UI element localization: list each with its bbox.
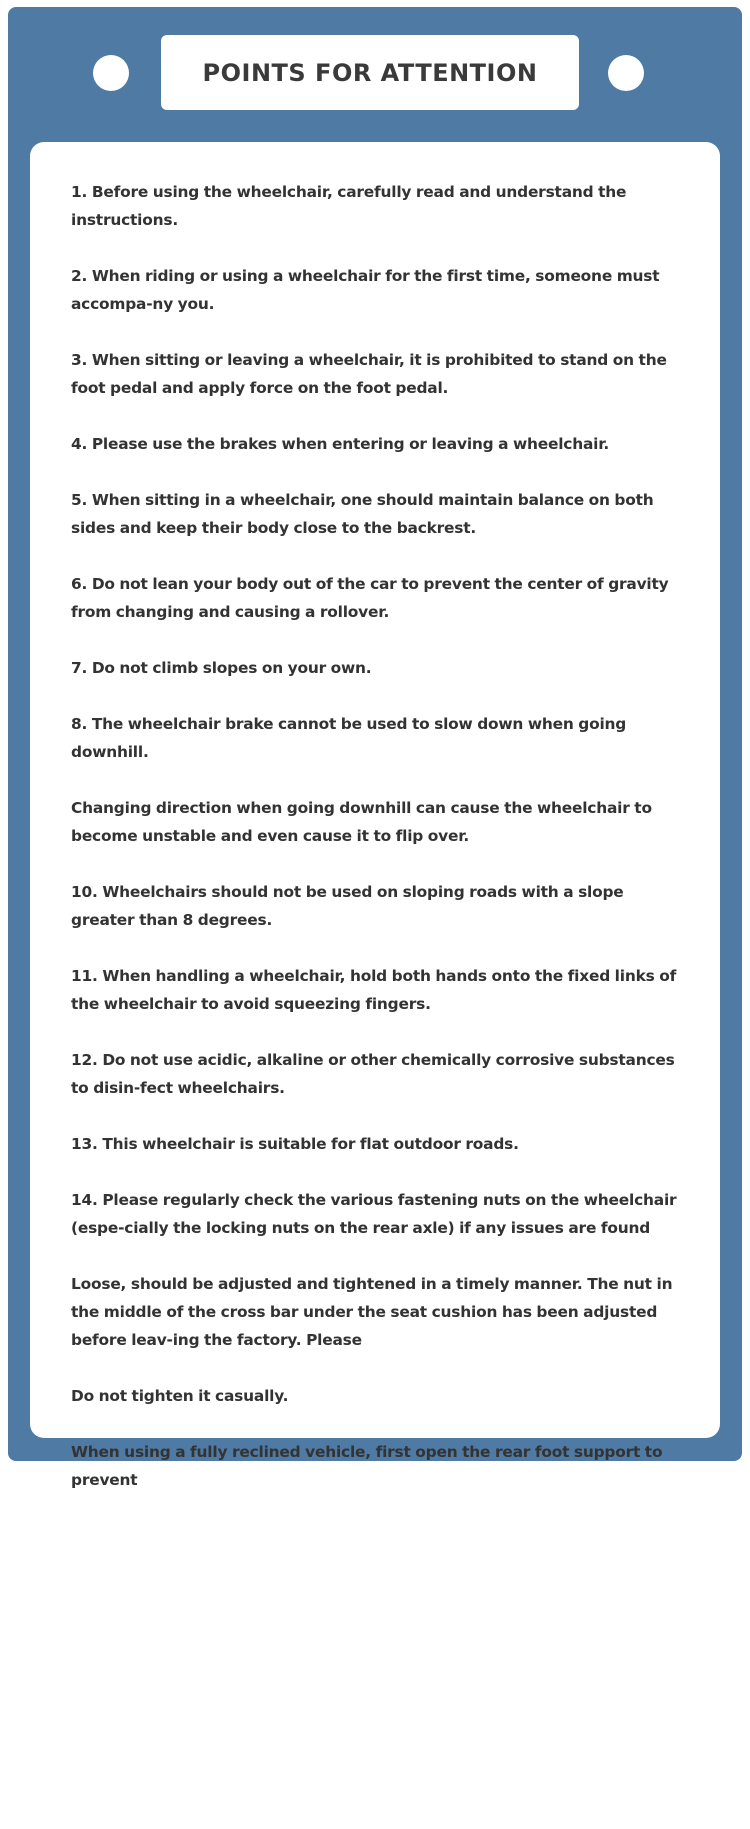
note-item: 11. When handling a wheelchair, hold both hands onto the fixed links of the wheelchair to avoid squeezing fingers. [71,967,677,1013]
note-item: 2. When riding or using a wheelchair for the first time, someone must accompa-ny you. [71,267,660,313]
notes-card [30,142,720,1489]
note-item: Do not tighten it casually. [71,1387,289,1405]
note-item: 8. The wheelchair brake cannot be used to slow down when going downhill. [71,715,627,761]
note-item: 3. When sitting or leaving a wheelchair, it is prohibited to stand on the foot pedal and apply force on the foot pedal. [71,351,667,397]
note-item: 7. Do not climb slopes on your own. [71,659,372,677]
note-item: 13. This wheelchair is suitable for flat outdoor roads. [71,1135,519,1153]
note-item: 1. Before using the wheelchair, carefully read and understand the instructions. [71,183,627,229]
notes-list [71,178,688,1494]
page-title: POINTS FOR ATTENTION [202,58,538,87]
mounting-hole-left [93,55,129,91]
note-item: 14. Please regularly check the various fastening nuts on the wheelchair (espe-cially the locking nuts on the rear axle) if any issues are found [71,1191,677,1237]
title-plate [161,35,579,110]
notice-board [8,7,742,1489]
note-item: 12. Do not use acidic, alkaline or other chemically corrosive substances to disin-fect wheelchairs. [71,1051,675,1097]
note-item: 6. Do not lean your body out of the car to prevent the center of gravity from changing and causing a rollover. [71,575,669,621]
note-item: 10. Wheelchairs should not be used on sloping roads with a slope greater than 8 degrees. [71,883,624,929]
mounting-hole-right [608,55,644,91]
note-item: Loose, should be adjusted and tightened in a timely manner. The nut in the middle of the cross bar under the seat cushion has been adjusted before leav-ing the factory. Please [71,1275,673,1349]
note-item: 5. When sitting in a wheelchair, one should maintain balance on both sides and keep their body close to the backrest. [71,491,654,537]
note-item: When using a fully reclined vehicle, first open the rear foot support to prevent [71,1443,663,1489]
note-item: Changing direction when going downhill can cause the wheelchair to become unstable and even cause it to flip over. [71,799,652,845]
note-item: 4. Please use the brakes when entering or leaving a wheelchair. [71,435,610,453]
